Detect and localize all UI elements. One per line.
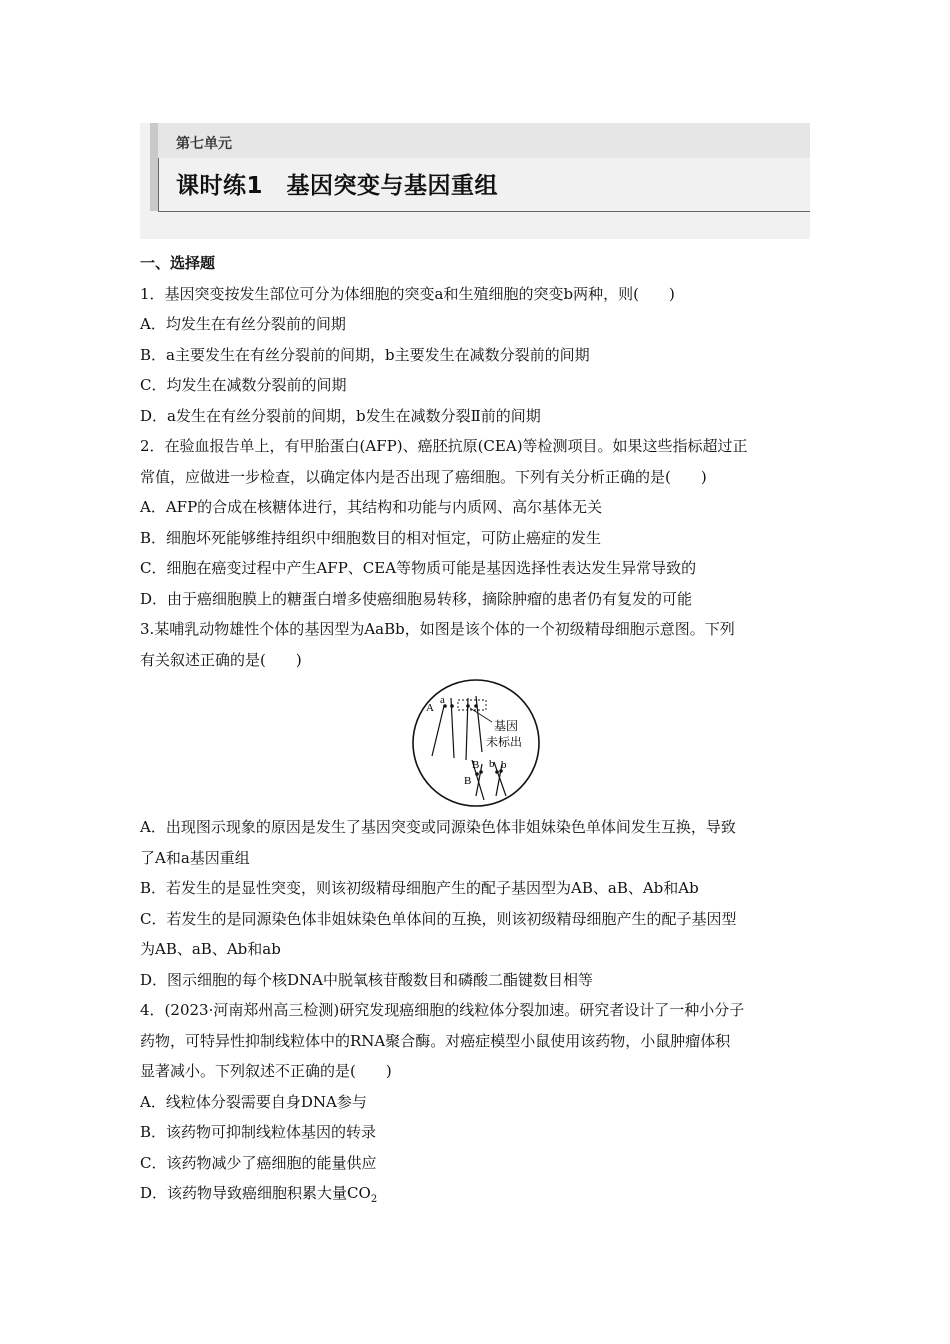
q3-option-d: D．图示细胞的每个核DNA中脱氧核苷酸数目和磷酸二酯键数目相等 <box>140 970 594 989</box>
co2-subscript: 2 <box>370 1194 378 1205</box>
q2-option-b: B．细胞坏死能够维持组织中细胞数目的相对恒定，可防止癌症的发生 <box>140 528 602 547</box>
header-accent-bar <box>150 123 158 211</box>
q3-stem-line1: 3.某哺乳动物雄性个体的基因型为AaBb，如图是该个体的一个初级精母细胞示意图。下列 <box>140 620 735 638</box>
unlabeled-gene-box <box>458 700 486 710</box>
q2-stem-line1: 2．在验血报告单上，有甲胎蛋白(AFP)、癌胚抗原(CEA)等检测项目。如果这些指标超过正 <box>140 437 748 455</box>
q2-stem-line2: 常值，应做进一步检查，以确定体内是否出现了癌细胞。下列有关分析正确的是( ) <box>140 467 707 486</box>
gene-locus-a <box>450 704 454 708</box>
note-line1: 基因 <box>494 719 519 733</box>
gene-locus-4 <box>474 704 478 708</box>
spermatocyte-figure <box>406 678 546 808</box>
q3-option-c-line2: 为AB、aB、Ab和ab <box>140 940 281 958</box>
label-a: a <box>440 694 445 706</box>
label-B-upper: B <box>472 759 480 771</box>
label-b-1: b <box>489 758 495 770</box>
cell-diagram <box>140 678 812 808</box>
q4-stem-line3: 显著减小。下列叙述不正确的是( ) <box>140 1062 392 1080</box>
label-A: A <box>426 702 434 714</box>
q4-stem-line1: 4．(2023·河南郑州高三检测)研究发现癌细胞的线粒体分裂加速。研究者设计了一种小分子 <box>140 1001 745 1019</box>
page-title: 课时练1 基因突变与基因重组 <box>176 173 499 199</box>
q4-option-d <box>140 1178 812 1216</box>
gene-locus-B2 <box>479 770 483 774</box>
q1-option-a: A．均发生在有丝分裂前的间期 <box>140 315 346 333</box>
q2-option-d: D．由于癌细胞膜上的糖蛋白增多使癌细胞易转移，摘除肿瘤的患者仍有复发的可能 <box>140 589 693 608</box>
chromatid-upper-4 <box>476 696 482 752</box>
exercise-content <box>140 248 812 1216</box>
q2-option-c: C．细胞在癌变过程中产生AFP、CEA等物质可能是基因选择性表达发生异常导致的 <box>140 559 697 577</box>
label-b-2: b <box>501 759 507 771</box>
q1-stem: 1．基因突变按发生部位可分为体细胞的突变a和生殖细胞的突变b两种，则( ) <box>140 284 675 303</box>
q2-option-a: A．AFP的合成在核糖体进行，其结构和功能与内质网、高尔基体无关 <box>140 498 603 516</box>
q3-stem-line2: 有关叙述正确的是( ) <box>140 650 302 669</box>
q4-option-d-text: D．该药物导致癌细胞积累大量CO <box>140 1184 371 1202</box>
section-title: 一、选择题 <box>140 254 216 272</box>
q1-option-b: B．a主要发生在有丝分裂前的间期，b主要发生在减数分裂前的间期 <box>140 345 590 364</box>
header-top-band <box>158 123 810 158</box>
q3-option-a-line1: A．出现图示现象的原因是发生了基因突变或同源染色体非姐妹染色单体间发生互换，导致 <box>140 818 736 836</box>
gene-locus-b1 <box>495 770 499 774</box>
q3-option-c-line1: C．若发生的是同源染色体非姐妹染色单体间的互换，则该初级精母细胞产生的配子基因型 <box>140 909 737 928</box>
label-B-lower: B <box>464 775 472 787</box>
q4-stem-line2: 药物，可特异性抑制线粒体中的RNA聚合酶。对癌症模型小鼠使用该药物，小鼠肿瘤体积 <box>140 1031 731 1050</box>
q4-option-b: B．该药物可抑制线粒体基因的转录 <box>140 1123 377 1141</box>
header-divider-horizontal <box>158 211 810 212</box>
gene-locus-B1 <box>475 772 479 776</box>
gene-locus-3 <box>466 704 470 708</box>
header-divider-vertical <box>158 158 159 211</box>
q1-option-c: C．均发生在减数分裂前的间期 <box>140 376 347 394</box>
note-line2: 未标出 <box>486 735 523 749</box>
note-pointer <box>470 708 492 722</box>
q1-option-d: D．a发生在有丝分裂前的间期，b发生在减数分裂Ⅱ前的间期 <box>140 406 541 425</box>
unit-header <box>140 123 810 239</box>
q3-option-a-line2: 了A和a基因重组 <box>140 848 250 867</box>
unit-label: 第七单元 <box>176 136 232 152</box>
q3-option-b: B．若发生的是显性突变，则该初级精母细胞产生的配子基因型为AB、aB、Ab和Ab <box>140 879 699 897</box>
q4-option-a: A．线粒体分裂需要自身DNA参与 <box>140 1092 367 1111</box>
q4-option-c: C．该药物减少了癌细胞的能量供应 <box>140 1153 377 1172</box>
